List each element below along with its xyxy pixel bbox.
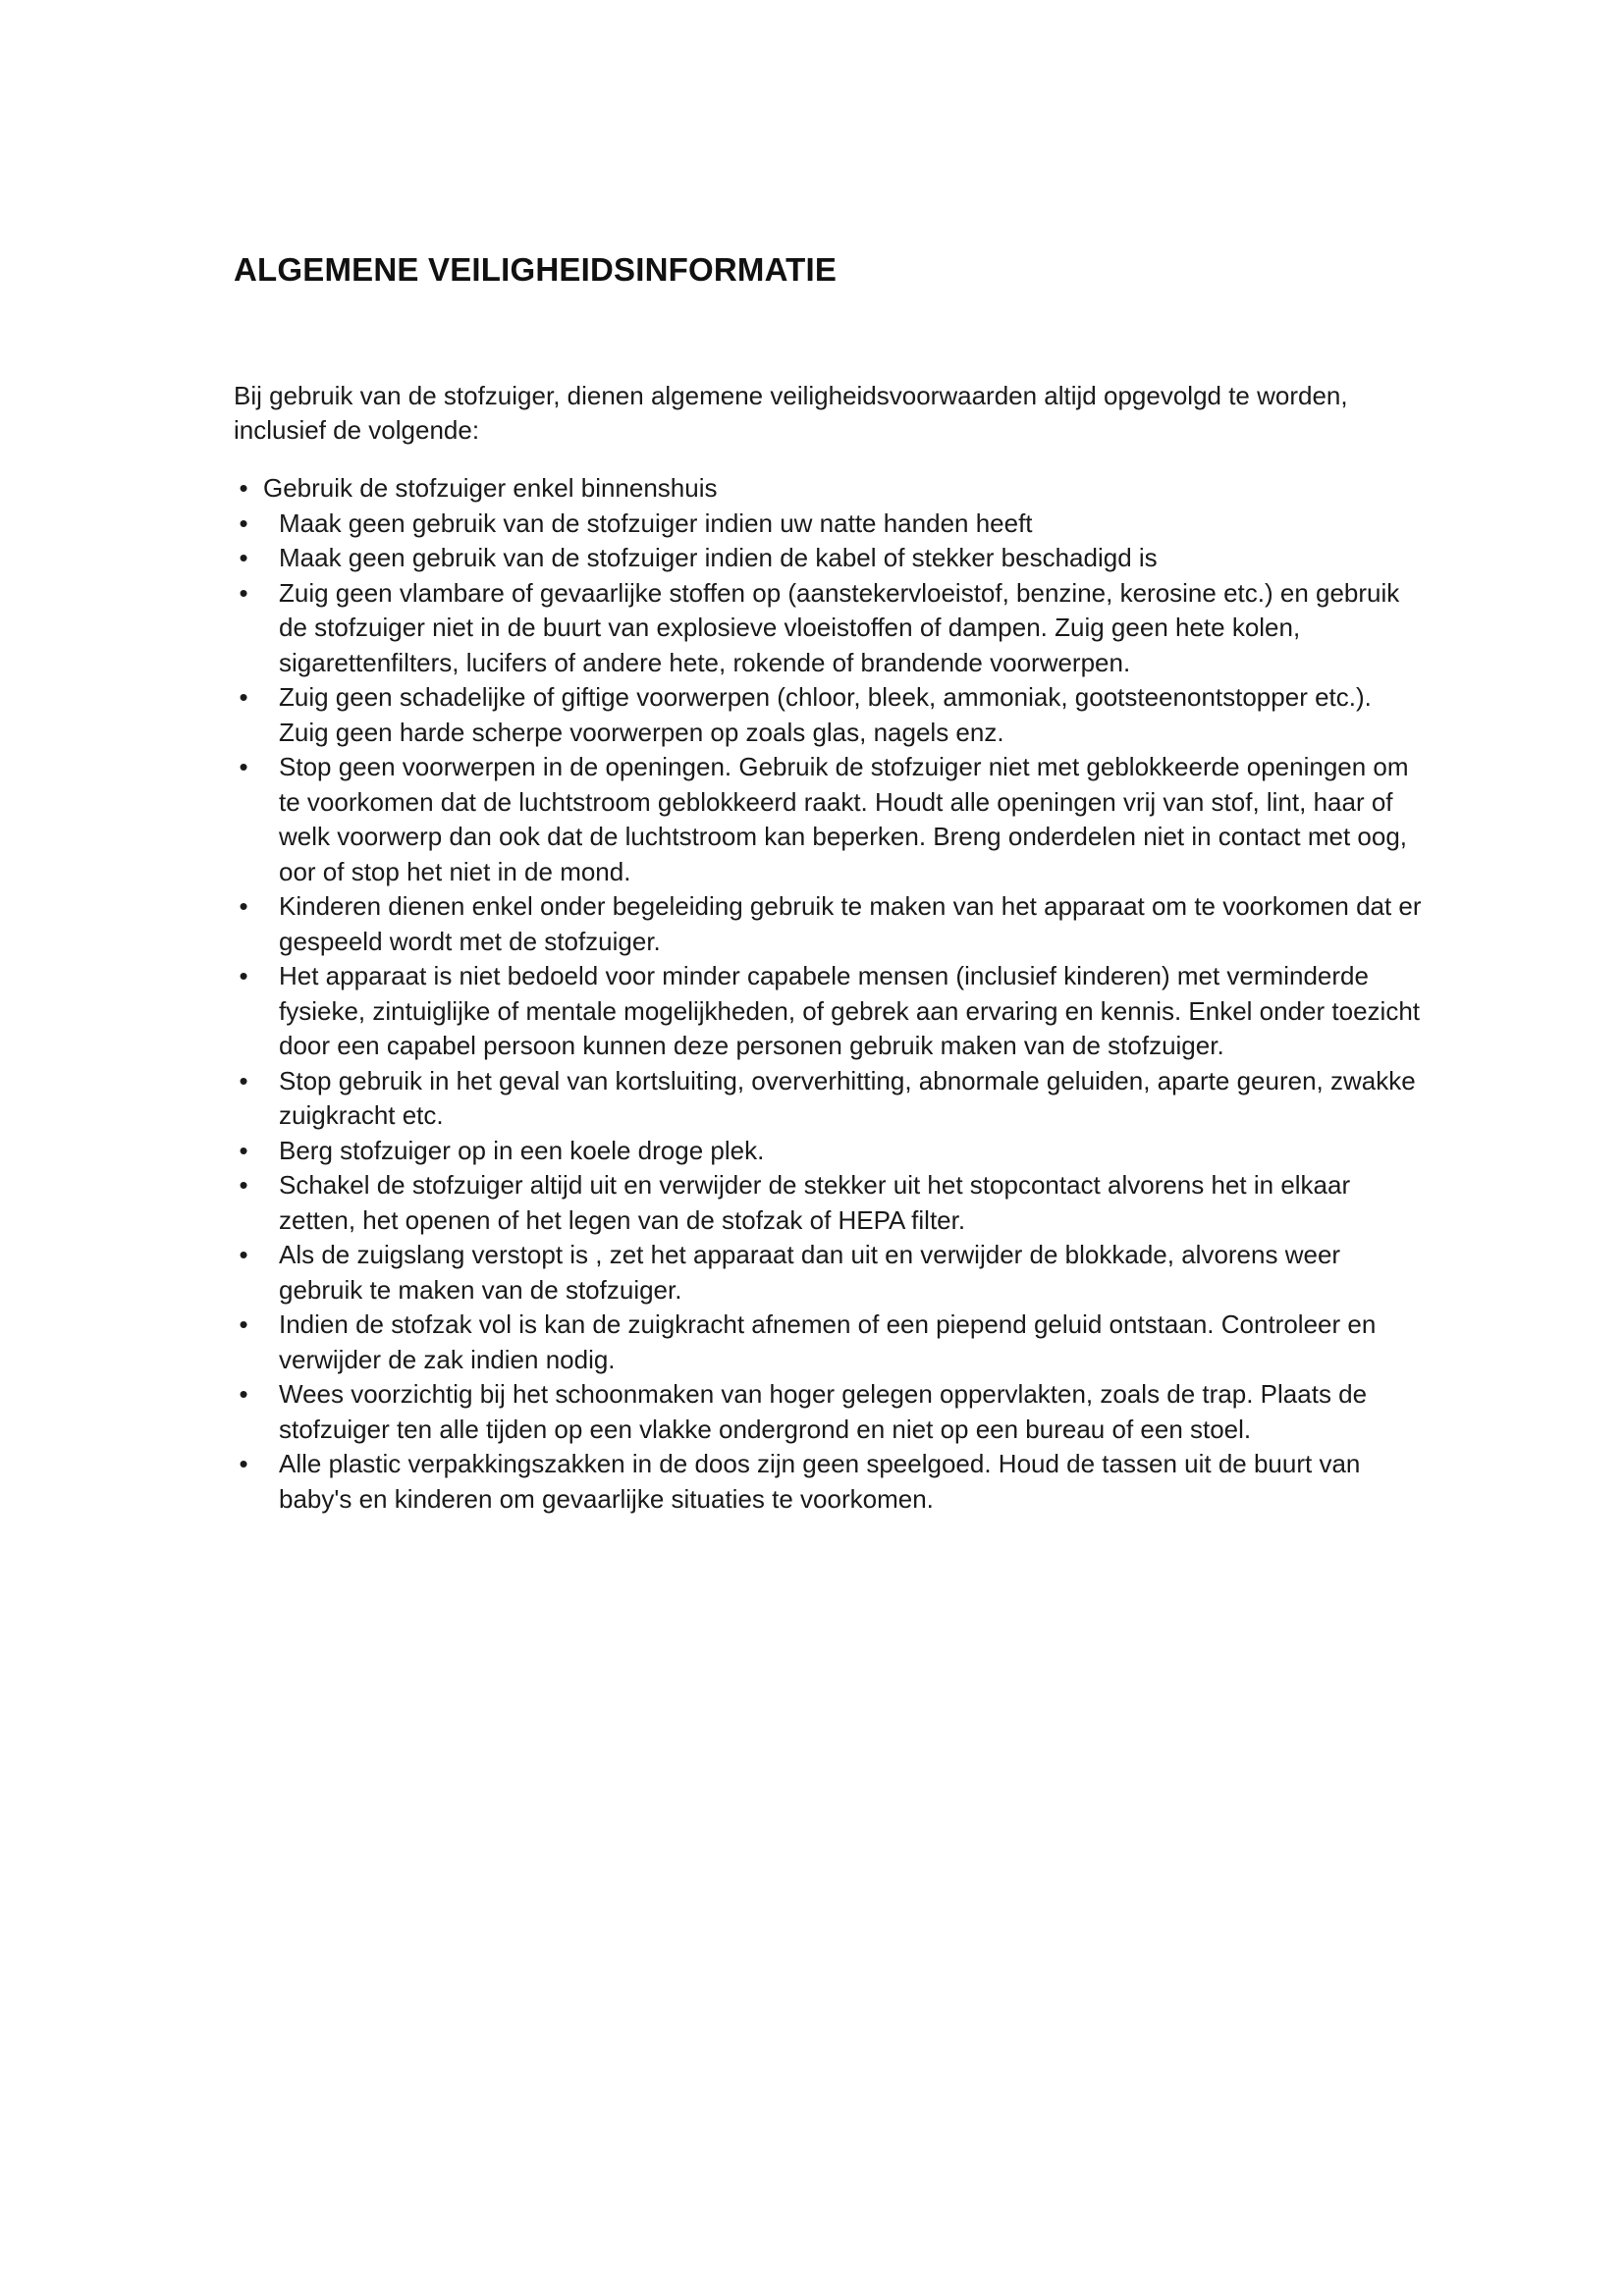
list-item (234, 1377, 1422, 1447)
bullet-icon: • (239, 1065, 248, 1095)
bullet-icon: • (239, 1170, 248, 1200)
list-item (234, 576, 1422, 681)
list-item-text: Alle plastic verpakkingszakken in de doos zijn geen speelgoed. Houd de tassen uit de buurt van baby's en kinderen om gevaarlijke situaties te voorkomen. (279, 1449, 1361, 1514)
list-item-text: Gebruik de stofzuiger enkel binnenshuis (263, 473, 718, 503)
list-item-text: Zuig geen vlambare of gevaarlijke stoffen op (aanstekervloeistof, benzine, kerosine etc.) en gebruik de stofzuiger niet in de buurt van explosieve vloeistoffen of dampen. Zuig geen hete kolen, sigarettenfilters, lucifers of andere hete, rokende of brandende voorwerpen. (279, 577, 1400, 677)
bullet-icon: • (239, 1135, 248, 1165)
intro-paragraph: Bij gebruik van de stofzuiger, dienen algemene veiligheidsvoorwaarden altijd opgevolgd te worden, inclusief de volgende: (234, 381, 1348, 445)
bullet-icon: • (239, 682, 248, 712)
list-item (234, 1064, 1422, 1134)
bullet-icon: • (239, 1309, 248, 1339)
page-title: ALGEMENE VEILIGHEIDSINFORMATIE (234, 251, 838, 288)
safety-list (234, 471, 1422, 1517)
list-item (234, 1447, 1422, 1517)
list-item-text: Zuig geen schadelijke of giftige voorwerpen (chloor, bleek, ammoniak, gootsteenontstopper etc.). Zuig geen harde scherpe voorwerpen op zoals glas, nagels enz. (279, 682, 1372, 747)
bullet-icon: • (239, 1240, 248, 1269)
list-item-text: Als de zuigslang verstopt is , zet het apparaat dan uit en verwijder de blokkade, alvorens weer gebruik te maken van de stofzuiger. (279, 1240, 1341, 1305)
bullet-icon: • (239, 473, 248, 503)
list-item-text: Stop geen voorwerpen in de openingen. Gebruik de stofzuiger niet met geblokkeerde openingen om te voorkomen dat de luchtstroom geblokkeerd raakt. Houdt alle openingen vrij van stof, lint, haar of welk voorwerp dan ook dat de luchtstroom kan beperken. Breng onderdelen niet in contact met oog, oor of stop het niet in de mond. (279, 752, 1409, 886)
bullet-icon: • (239, 577, 248, 608)
bullet-icon: • (239, 507, 248, 538)
bullet-icon: • (239, 752, 248, 781)
list-item (234, 1308, 1422, 1377)
list-item-text: Wees voorzichtig bij het schoonmaken van hoger gelegen oppervlakten, zoals de trap. Plaats de stofzuiger ten alle tijden op een vlakke ondergrond en niet op een bureau of een stoel. (279, 1379, 1368, 1444)
list-item (234, 750, 1422, 889)
bullet-icon: • (239, 1379, 248, 1409)
list-item (234, 471, 1422, 507)
list-item-text: Maak geen gebruik van de stofzuiger indien uw natte handen heeft (279, 507, 1033, 538)
list-item (234, 1238, 1422, 1308)
list-item-text: Berg stofzuiger op in een koele droge plek. (279, 1135, 765, 1165)
list-item-text: Het apparaat is niet bedoeld voor minder capabele mensen (inclusief kinderen) met verminderde fysieke, zintuiglijke of mentale mogelijkheden, of gebrek aan ervaring en kennis. Enkel onder toezicht door een capabel persoon kunnen deze personen gebruik maken van de stofzuiger. (279, 961, 1421, 1060)
list-item (234, 959, 1422, 1064)
list-item (234, 889, 1422, 959)
bullet-icon: • (239, 543, 248, 572)
list-item-text: Kinderen dienen enkel onder begeleiding gebruik te maken van het apparaat om te voorkomen dat er gespeeld wordt met de stofzuiger. (279, 891, 1422, 956)
list-item-text: Indien de stofzak vol is kan de zuigkracht afnemen of een piepend geluid ontstaan. Controleer en verwijder de zak indien nodig. (279, 1309, 1377, 1374)
list-item-text: Maak geen gebruik van de stofzuiger indien de kabel of stekker beschadigd is (279, 543, 1158, 572)
bullet-icon: • (239, 1449, 248, 1478)
bullet-icon: • (239, 961, 248, 990)
bullet-icon: • (239, 891, 248, 921)
list-item (234, 680, 1422, 750)
list-item (234, 1134, 1422, 1169)
list-item-text: Schakel de stofzuiger altijd uit en verwijder de stekker uit het stopcontact alvorens het in elkaar zetten, het openen of het legen van de stofzak of HEPA filter. (279, 1170, 1351, 1235)
list-item-text: Stop gebruik in het geval van kortsluiting, oververhitting, abnormale geluiden, aparte geuren, zwakke zuigkracht etc. (279, 1065, 1416, 1130)
list-item (234, 541, 1422, 576)
list-item (234, 1168, 1422, 1238)
list-item (234, 507, 1422, 542)
